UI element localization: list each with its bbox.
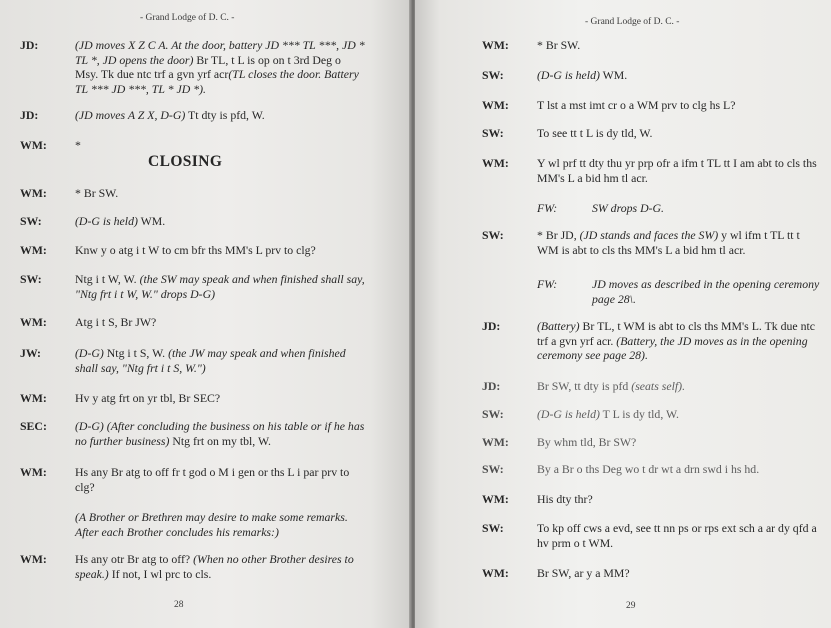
speaker-label: SW: xyxy=(20,214,42,228)
speech-text: * Br SW. xyxy=(537,38,581,52)
speaker-label: SW: xyxy=(482,521,504,535)
page-number: 29 xyxy=(626,601,636,611)
speaker-label: WM: xyxy=(482,98,509,112)
speech-text: Y wl prf tt dty thu yr prp ofr a ifm t TL tt I am abt to cls ths MM's L a bid hm tl acr. xyxy=(537,156,817,185)
running-head: - Grand Lodge of D. C. - xyxy=(140,13,235,23)
speech-text: Br SW, tt dty is pfd (seats self). xyxy=(537,379,686,393)
speaker-label: WM: xyxy=(482,435,509,449)
speaker-label: WM: xyxy=(482,566,509,580)
speech-text: Hs any Br atg to off fr t god o M i gen or ths L i par prv to clg? xyxy=(75,465,350,494)
speaker-label: SW: xyxy=(482,462,504,476)
speaker-label: WM: xyxy=(20,391,47,405)
speech-text: (D-G) (After concluding the business on his table or if he has no further business) Ntg frt on my tbl, W. xyxy=(75,419,365,448)
running-head: - Grand Lodge of D. C. - xyxy=(585,17,680,27)
speech-text: By whm tld, Br SW? xyxy=(537,435,637,449)
right-page: - Grand Lodge of D. C. - WM: * Br SW. SW: (D-G is held) WM. WM: T lst a mst imt cr o a WM prv to clg hs L? SW: To see tt t L is dy tld, W. WM: Y wl prf tt dty thu yr prp ofr a ifm t TL tt I am abt to cls ths MM's L a bid hm tl acr. FW: SW drops D-G. SW: * Br JD, (JD stands and faces the SW) y wl ifm t TL tt t WM is abt to cls ths MM's L a bid hm tl acr. FW: JD moves as described in the opening ceremony page 28\. JD: (Battery) Br TL, t WM is abt to cls ths MM's L. Tk due ntc trf a gvn yrf acr. (Battery, the JD moves as in the opening ceremony see page 28). JD: Br SW, tt dty is pfd (seats self). SW: (D-G is held) T L is dy tld, W. WM: By whm tld, Br SW? SW: By a Br o ths Deg wo t dr wt a drn swd i hs hd. WM: His dty thr? SW: To kp off cws a evd, see tt nn ps or rps ext sch a ar dy qfd a hv prm o t WM. WM: Br SW, ar y a MM? 29 xyxy=(415,0,831,628)
speaker-label: WM: xyxy=(482,492,509,506)
speech-text: * Br SW. xyxy=(75,186,119,200)
speech-text: Atg i t S, Br JW? xyxy=(75,315,157,329)
speech-text: (Battery) Br TL, t WM is abt to cls ths MM's L. Tk due ntc trf a gvn yrf acr. (Battery, the JD moves as in the opening ceremony see page 28). xyxy=(537,319,816,362)
speaker-label: WM: xyxy=(20,465,47,479)
speaker-label: WM: xyxy=(482,38,509,52)
speech-text: Hv y atg frt on yr tbl, Br SEC? xyxy=(75,391,221,405)
speech-text: To kp off cws a evd, see tt nn ps or rps ext sch a ar dy qfd a hv prm o t WM. xyxy=(537,521,817,550)
speech-text: His dty thr? xyxy=(537,492,593,506)
section-heading: CLOSING xyxy=(148,153,223,170)
speaker-label: SW: xyxy=(482,407,504,421)
speaker-label: SW: xyxy=(482,228,504,242)
speaker-label: JD: xyxy=(20,38,39,52)
page-number: 28 xyxy=(174,600,184,610)
stage-note: (A Brother or Brethren may desire to make some remarks. After each Brother concludes his remarks:) xyxy=(75,510,348,539)
speaker-label: SW: xyxy=(482,68,504,82)
speech-text: * Br JD, (JD stands and faces the SW) y wl ifm t TL tt t WM is abt to cls ths MM's L a bid hm tl acr. xyxy=(537,228,800,257)
speech-text: T lst a mst imt cr o a WM prv to clg hs L? xyxy=(537,98,736,112)
speech-text: By a Br o ths Deg wo t dr wt a drn swd i hs hd. xyxy=(537,462,760,476)
speaker-label: SEC: xyxy=(20,419,47,433)
speech-text: Br SW, ar y a MM? xyxy=(537,566,630,580)
speech-text: (D-G is held) WM. xyxy=(75,214,166,228)
speech-text: * xyxy=(75,138,81,152)
speech-text: Hs any otr Br atg to off? (When no other Brother desires to speak.) If not, I wl prc to cls. xyxy=(75,552,354,581)
speech-text: To see tt t L is dy tld, W. xyxy=(537,126,653,140)
speaker-label: JD: xyxy=(482,379,501,393)
speech-text: (D-G is held) T L is dy tld, W. xyxy=(537,407,680,421)
speech-text: (JD moves A Z X, D-G) Tt dty is pfd, W. xyxy=(75,108,265,122)
speech-text: (JD moves X Z C A. At the door, battery JD *** TL ***, JD * TL *, JD opens the door) Br TL, t L is op on t 3rd Deg o Msy. Tk due ntc trf a gvn yrf acr(TL closes the door. Battery TL *** JD ***, TL * JD *). xyxy=(75,38,365,96)
speech-text: Ntg i t W, W. (the SW may speak and when finished shall say, "Ntg frt i t W, W." drops D-G) xyxy=(75,272,365,301)
speaker-label: WM: xyxy=(482,156,509,170)
left-page xyxy=(0,0,412,628)
speaker-label: WM: xyxy=(20,243,47,257)
speaker-label: WM: xyxy=(20,315,47,329)
speech-text: (D-G) Ntg i t S, W. (the JW may speak and when finished shall say, "Ntg frt i t S, W.") xyxy=(75,346,346,375)
speaker-label: WM: xyxy=(20,138,47,152)
speaker-label: WM: xyxy=(20,552,47,566)
speech-text: (D-G is held) WM. xyxy=(537,68,628,82)
speaker-label: JD: xyxy=(20,108,39,122)
speaker-label: SW: xyxy=(20,272,42,286)
speaker-label: SW: xyxy=(482,126,504,140)
speaker-label: JD: xyxy=(482,319,501,333)
speaker-label: WM: xyxy=(20,186,47,200)
speech-text: Knw y o atg i t W to cm bfr ths MM's L prv to clg? xyxy=(75,243,316,257)
speaker-label: JW: xyxy=(20,346,41,360)
